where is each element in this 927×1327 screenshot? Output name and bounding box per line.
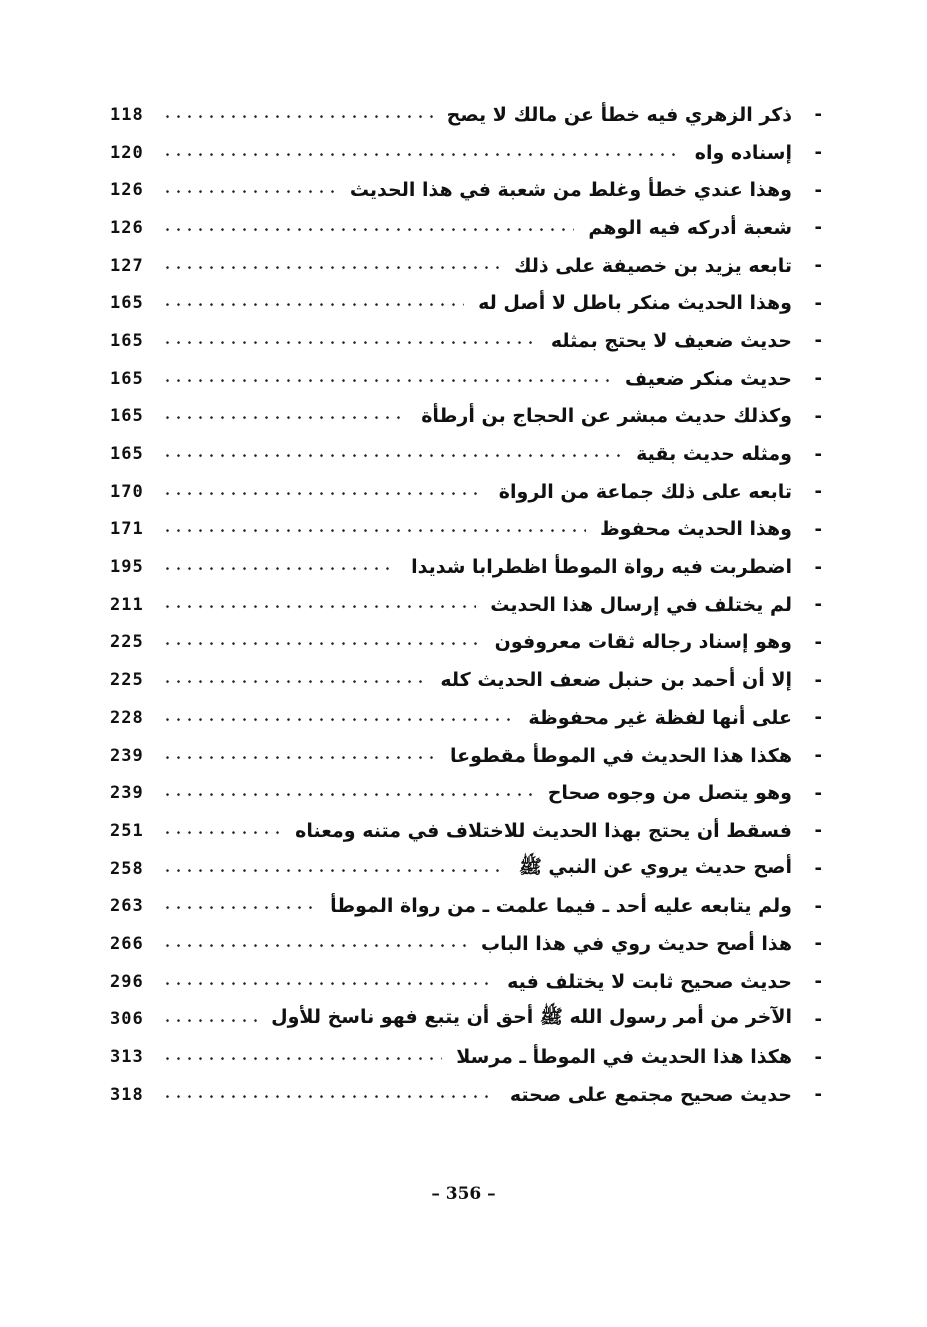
index-entry — [110, 624, 826, 662]
entry-bullet: - — [814, 594, 822, 616]
entry-text: تابعه على ذلك جماعة من الرواة — [491, 481, 792, 503]
entry-text: تابعه يزيد بن خصيفة على ذلك — [506, 255, 792, 277]
index-entry — [110, 925, 826, 963]
entry-page-number: 126 — [110, 180, 144, 201]
dot-leader — [162, 755, 436, 759]
index-entry — [110, 548, 826, 586]
dot-leader — [162, 981, 493, 985]
index-entry — [110, 284, 826, 322]
entry-text: وهذا الحديث محفوظ — [592, 518, 792, 540]
index-entry — [110, 850, 826, 888]
entry-text: ولم يتابعه عليه أحد ـ فيما علمت ـ من رواة الموطأ — [322, 895, 792, 917]
entry-text: فسقط أن يحتج بهذا الحديث للاختلاف في متنه ومعناه — [287, 820, 792, 842]
entry-bullet: - — [814, 179, 822, 201]
entry-text: ذكر الزهري فيه خطأ عن مالك لا يصح — [439, 104, 792, 126]
dot-leader — [162, 1019, 257, 1023]
dot-leader — [162, 1057, 442, 1061]
entry-bullet: - — [814, 971, 822, 993]
dot-leader — [162, 491, 485, 495]
entry-page-number: 258 — [110, 858, 144, 879]
dot-leader — [162, 378, 611, 382]
entry-page-number: 165 — [110, 368, 144, 389]
entry-page-number: 239 — [110, 745, 144, 766]
entry-page-number: 126 — [110, 217, 144, 238]
entry-text: الآخر من أمر رسول الله ﷺ أحق أن يتبع فهو ناسخ للأول — [263, 1005, 792, 1033]
entry-text: إسناده واه — [687, 142, 792, 164]
entry-bullet: - — [814, 933, 822, 955]
entry-text: على أنها لفظة غير محفوظة — [520, 707, 792, 729]
entry-bullet: - — [814, 142, 822, 164]
entry-page-number: 263 — [110, 896, 144, 917]
index-entry — [110, 887, 826, 925]
entry-text: حديث صحيح ثابت لا يختلف فيه — [499, 971, 792, 993]
index-entry — [110, 360, 826, 398]
index-entry — [110, 134, 826, 172]
entry-text: لم يختلف في إرسال هذا الحديث — [482, 594, 792, 616]
index-entry — [110, 1076, 826, 1114]
entry-bullet: - — [814, 631, 822, 653]
entry-bullet: - — [814, 292, 822, 314]
entry-bullet: - — [814, 217, 822, 239]
entry-text: وكذلك حديث مبشر عن الحجاج بن أرطأة — [413, 405, 792, 427]
entry-bullet: - — [814, 669, 822, 691]
entry-page-number: 171 — [110, 519, 144, 540]
entry-bullet: - — [814, 707, 822, 729]
entry-page-number: 225 — [110, 632, 144, 653]
entry-bullet: - — [814, 104, 822, 126]
entry-bullet: - — [814, 782, 822, 804]
entry-text: حديث صحيح مجتمع على صحته — [502, 1084, 792, 1106]
dot-leader — [162, 190, 336, 194]
entry-bullet: - — [814, 1084, 822, 1106]
entry-bullet: - — [814, 443, 822, 465]
index-entry — [110, 398, 826, 436]
entry-page-number: 239 — [110, 783, 144, 804]
index-list — [110, 96, 826, 1114]
index-entry — [110, 96, 826, 134]
index-entry — [110, 473, 826, 511]
entry-page-number: 165 — [110, 444, 144, 465]
entry-bullet: - — [814, 255, 822, 277]
index-entry — [110, 247, 826, 285]
entry-text: وهو يتصل من وجوه صحاح — [540, 782, 792, 804]
dot-leader — [162, 717, 514, 721]
entry-text: أصح حديث يروي عن النبي ﷺ — [511, 855, 792, 883]
entry-text: إلا أن أحمد بن حنبل ضعف الحديث كله — [432, 669, 792, 691]
entry-text: هكذا هذا الحديث في الموطأ ـ مرسلا — [448, 1046, 792, 1068]
dot-leader — [162, 416, 407, 420]
dot-leader — [162, 831, 281, 835]
page-number: – 356 – — [431, 1184, 496, 1204]
dot-leader — [162, 265, 500, 269]
index-entry — [110, 661, 826, 699]
dot-leader — [162, 680, 426, 684]
entry-page-number: 118 — [110, 104, 144, 125]
index-entry — [110, 171, 826, 209]
entry-text: وهو إسناد رجاله ثقات معروفون — [487, 631, 792, 653]
entry-page-number: 251 — [110, 820, 144, 841]
entry-bullet: - — [814, 820, 822, 842]
entry-page-number: 266 — [110, 933, 144, 954]
index-entry — [110, 699, 826, 737]
dot-leader — [162, 642, 481, 646]
entry-text: حديث ضعيف لا يحتج بمثله — [543, 330, 792, 352]
entry-page-number: 228 — [110, 707, 144, 728]
dot-leader — [162, 906, 316, 910]
entry-page-number: 225 — [110, 670, 144, 691]
index-entry — [110, 322, 826, 360]
entry-page-number: 306 — [110, 1009, 144, 1030]
entry-bullet: - — [814, 745, 822, 767]
index-entry — [110, 812, 826, 850]
entry-bullet: - — [814, 1046, 822, 1068]
entry-page-number: 296 — [110, 971, 144, 992]
index-entry — [110, 209, 826, 247]
entry-text: ومثله حديث بقية — [628, 443, 792, 465]
entry-page-number: 313 — [110, 1047, 144, 1068]
entry-page-number: 170 — [110, 481, 144, 502]
entry-text: وهذا الحديث منكر باطل لا أصل له — [470, 292, 792, 314]
index-entry — [110, 1001, 826, 1039]
entry-page-number: 127 — [110, 255, 144, 276]
entry-page-number: 165 — [110, 406, 144, 427]
dot-leader — [162, 303, 464, 307]
entry-page-number: 211 — [110, 594, 144, 615]
dot-leader — [162, 454, 622, 458]
dot-leader — [162, 567, 397, 571]
index-entry — [110, 586, 826, 624]
dot-leader — [162, 341, 537, 345]
index-entry — [110, 774, 826, 812]
entry-page-number: 165 — [110, 293, 144, 314]
dot-leader — [162, 944, 467, 948]
dot-leader — [162, 604, 476, 608]
entry-text: شعبة أدركه فيه الوهم — [580, 217, 792, 239]
index-entry — [110, 1038, 826, 1076]
entry-bullet: - — [814, 330, 822, 352]
entry-page-number: 195 — [110, 557, 144, 578]
entry-bullet: - — [814, 481, 822, 503]
entry-page-number: 318 — [110, 1084, 144, 1105]
dot-leader — [162, 114, 433, 118]
entry-bullet: - — [814, 1008, 822, 1030]
entry-text: وهذا عندي خطأ وغلط من شعبة في هذا الحديث — [342, 179, 792, 201]
entry-bullet: - — [814, 556, 822, 578]
entry-bullet: - — [814, 895, 822, 917]
entry-bullet: - — [814, 368, 822, 390]
dot-leader — [162, 1094, 496, 1098]
dot-leader — [162, 152, 681, 156]
entry-page-number: 165 — [110, 330, 144, 351]
index-entry — [110, 963, 826, 1001]
dot-leader — [162, 529, 586, 533]
entry-page-number: 120 — [110, 142, 144, 163]
entry-text: هذا أصح حديث روي في هذا الباب — [473, 933, 792, 955]
index-entry — [110, 435, 826, 473]
dot-leader — [162, 228, 574, 232]
entry-bullet: - — [814, 405, 822, 427]
entry-text: اضطربت فيه رواة الموطأ اظطرابا شديدا — [403, 556, 792, 578]
entry-bullet: - — [814, 518, 822, 540]
entry-text: هكذا هذا الحديث في الموطأ مقطوعا — [442, 745, 792, 767]
entry-text: حديث منكر ضعيف — [617, 368, 792, 390]
index-entry — [110, 511, 826, 549]
entry-bullet: - — [814, 858, 822, 880]
dot-leader — [162, 868, 505, 872]
index-entry — [110, 737, 826, 775]
dot-leader — [162, 793, 534, 797]
